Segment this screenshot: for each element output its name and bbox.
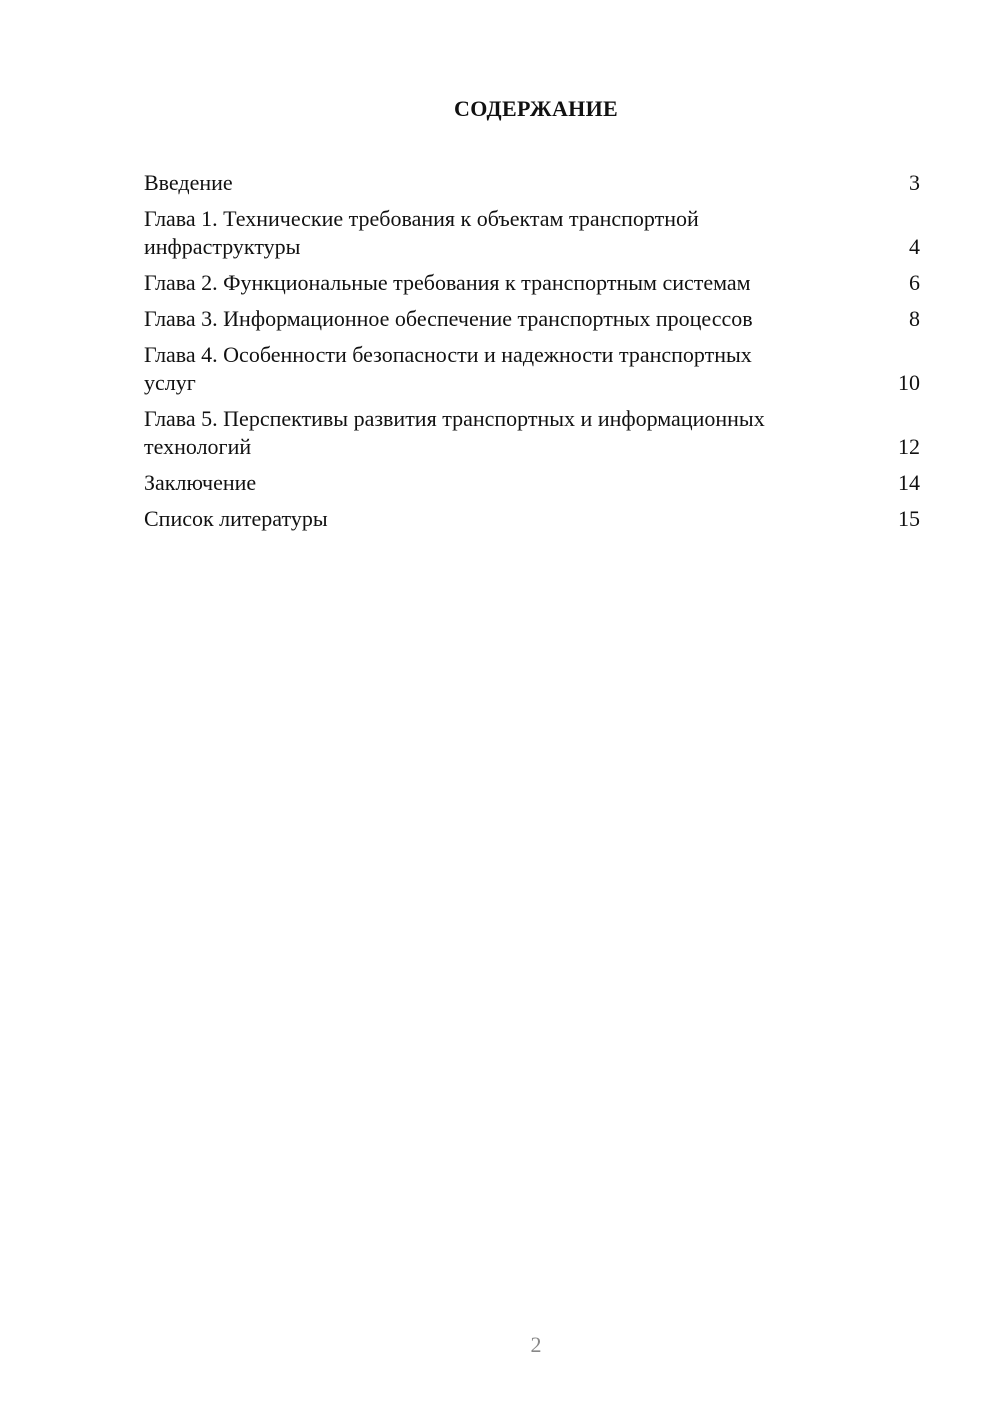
- toc-entry-title: Глава 1. Технические требования к объектам транспортной инфраструктуры: [144, 206, 699, 259]
- toc-entry-title: Глава 2. Функциональные требования к транспортным системам: [144, 270, 751, 295]
- page-title: СОДЕРЖАНИЕ: [454, 96, 618, 121]
- toc-entry-page: 12: [898, 434, 920, 459]
- toc-entry-page: 10: [898, 370, 920, 395]
- toc-entry-page: 3: [909, 170, 920, 195]
- toc-entry-page: 14: [898, 470, 920, 495]
- toc-entry-page: 4: [909, 234, 920, 259]
- page-number: 2: [530, 1332, 542, 1357]
- toc-entry-conclusion[interactable]: [144, 469, 920, 497]
- toc-entry-chapter-4[interactable]: [144, 341, 920, 397]
- toc-entry-page: 15: [898, 506, 920, 531]
- toc-entry-chapter-1[interactable]: [144, 205, 920, 261]
- toc-entry-title: Заключение: [144, 470, 257, 495]
- toc-entry-title: Введение: [144, 170, 233, 195]
- toc-entry-page: 6: [909, 270, 920, 295]
- toc-entry-references[interactable]: [144, 505, 920, 533]
- table-of-contents: [144, 169, 920, 541]
- toc-entry-title: Глава 5. Перспективы развития транспортных и информационных технологий: [144, 406, 765, 459]
- toc-entry-chapter-3[interactable]: [144, 305, 920, 333]
- toc-entry-title: Глава 3. Информационное обеспечение транспортных процессов: [144, 306, 753, 331]
- toc-entry-title: Глава 4. Особенности безопасности и надежности транспортных услуг: [144, 342, 752, 395]
- toc-entry-chapter-5[interactable]: [144, 405, 920, 461]
- toc-entry-introduction[interactable]: [144, 169, 920, 197]
- toc-entry-page: 8: [909, 306, 920, 331]
- toc-entry-chapter-2[interactable]: [144, 269, 920, 297]
- toc-entry-title: Список литературы: [144, 506, 328, 531]
